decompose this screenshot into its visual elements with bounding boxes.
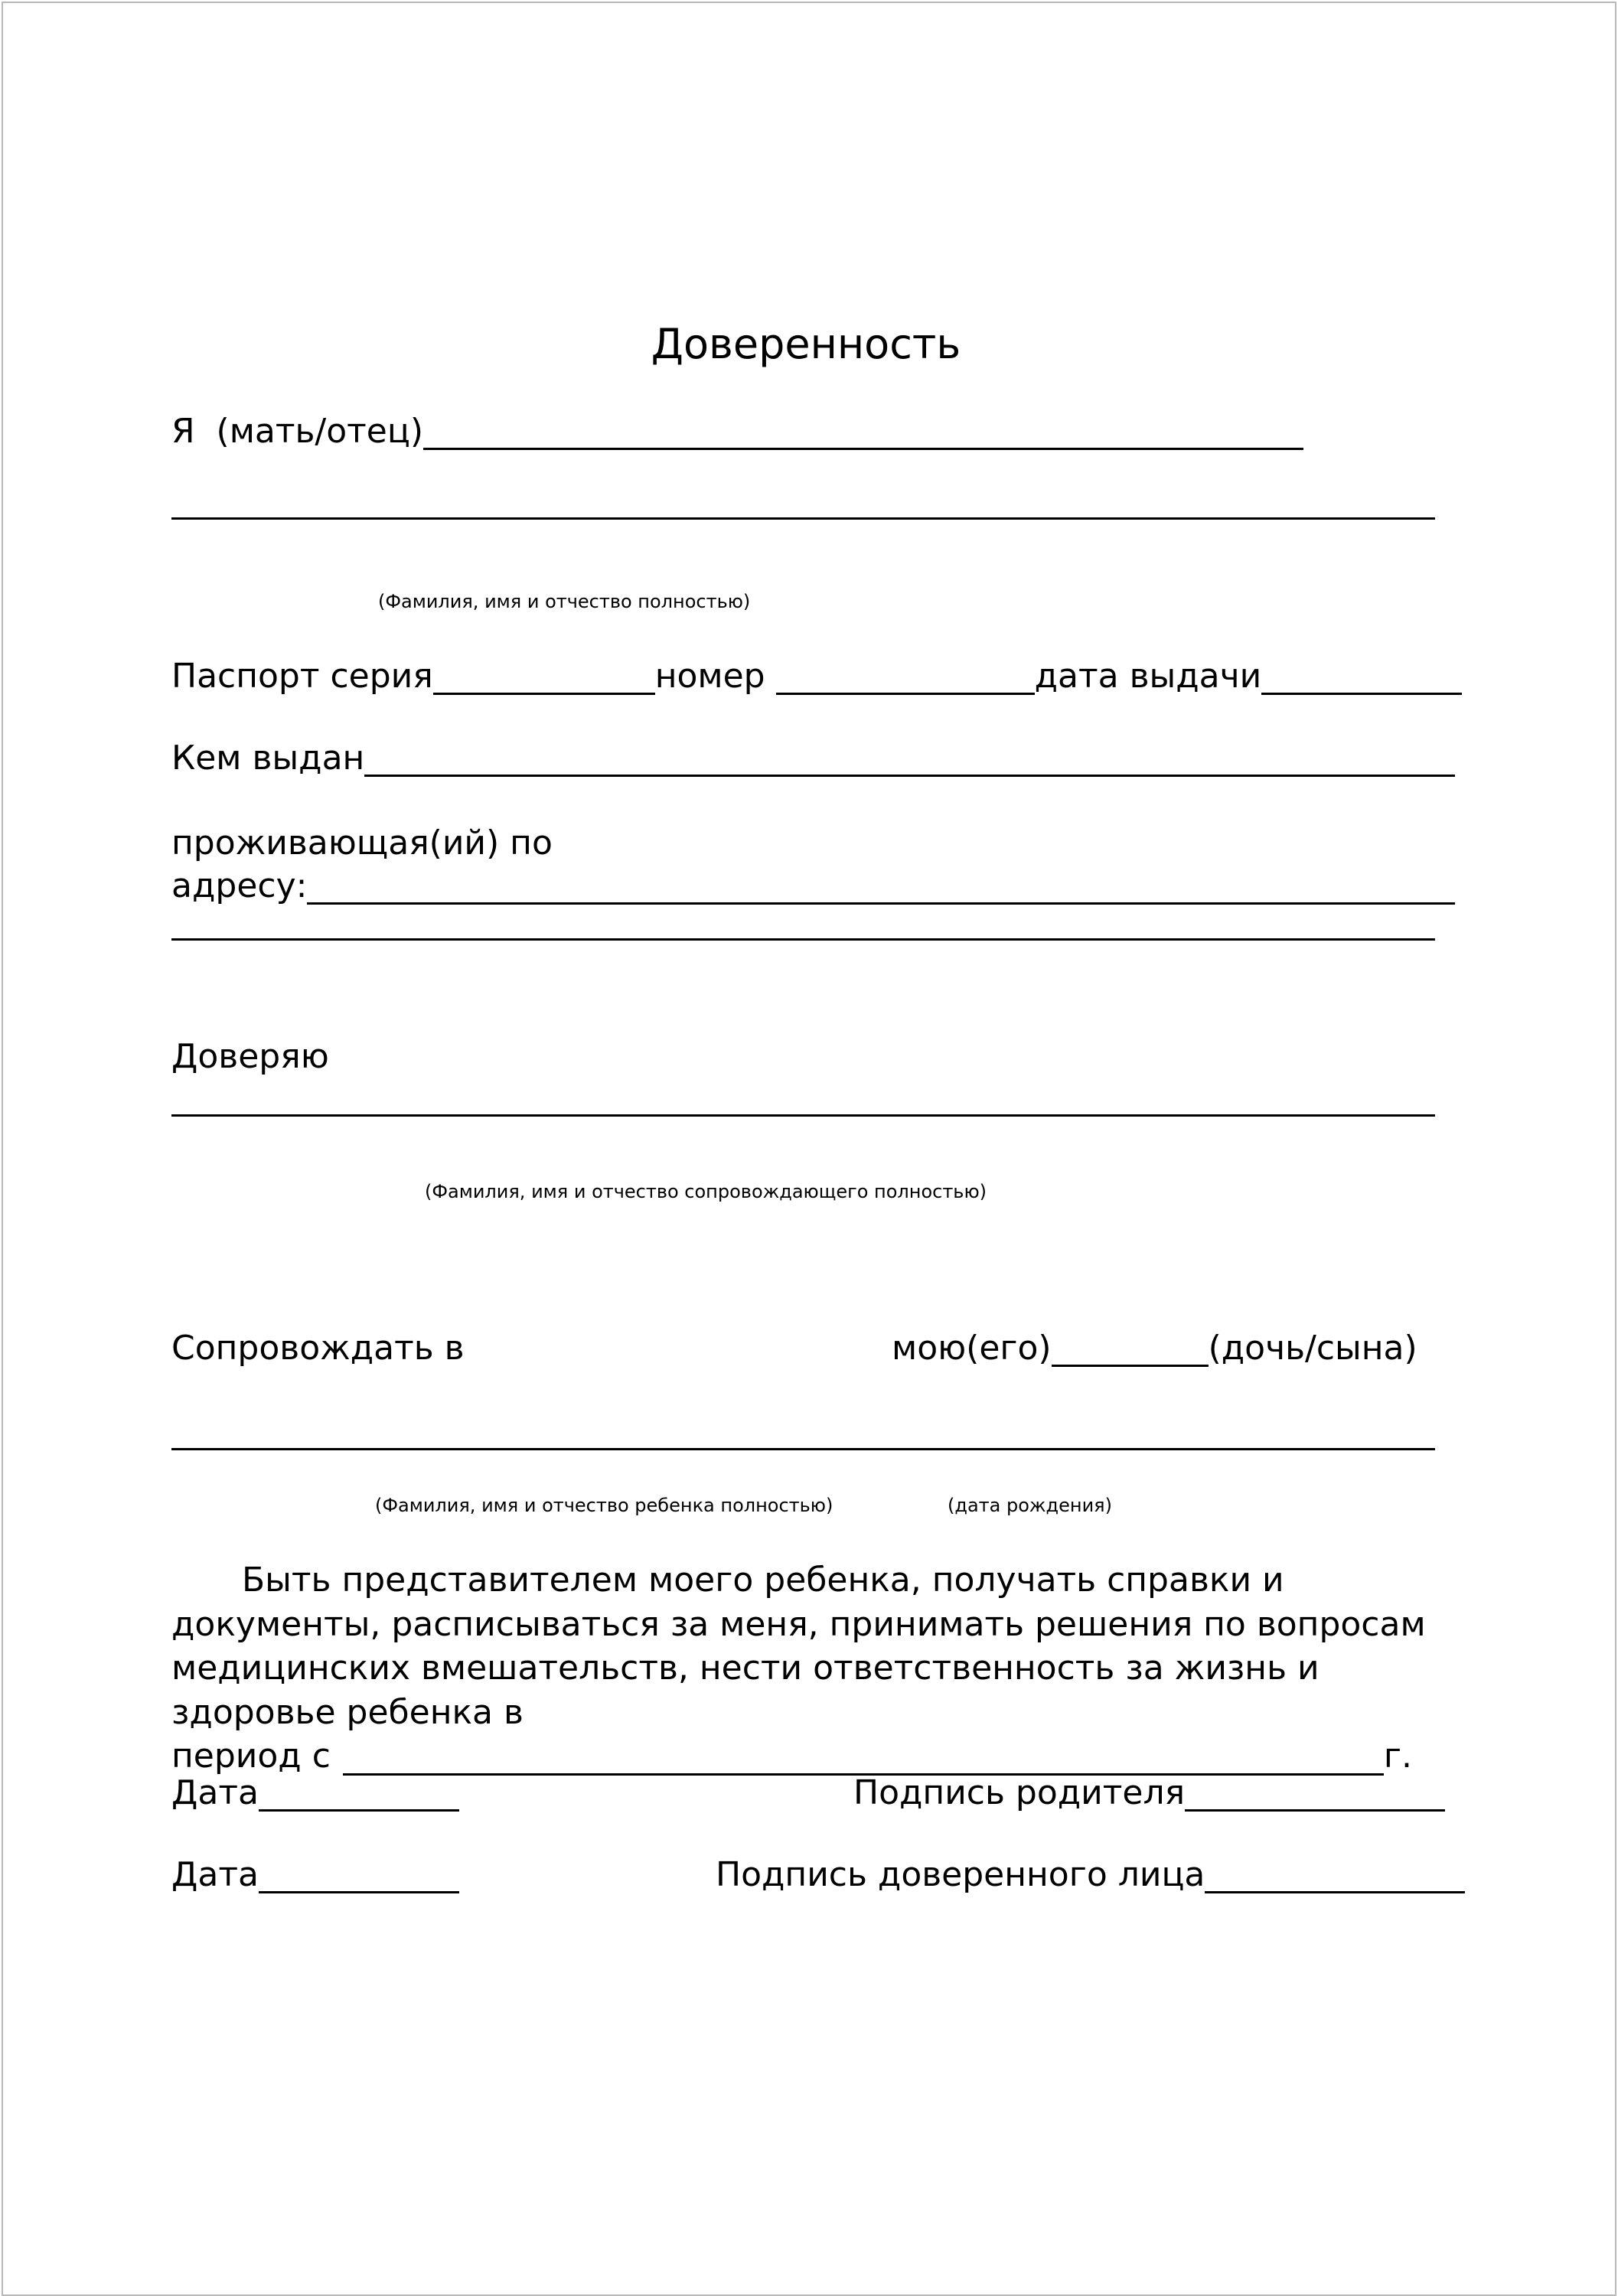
- trustee-signature-label: Подпись доверенного лица: [716, 1855, 1205, 1894]
- trust-line: [171, 1035, 329, 1078]
- parent-signature-line: [853, 1772, 1445, 1815]
- trustee-signature-line: [716, 1854, 1465, 1896]
- parent-line: [171, 410, 1303, 453]
- my-child-label: мою(его): [892, 1329, 1052, 1368]
- child-blank: [1052, 1331, 1209, 1367]
- passport-number-blank: [776, 659, 1035, 695]
- child-kind-label: (дочь/сына): [1208, 1329, 1417, 1368]
- date-blank-2: [259, 1857, 459, 1893]
- escort-caption: (Фамилия, имя и отчество сопровождающего полностью): [425, 1181, 987, 1202]
- child-caption: (Фамилия, имя и отчество ребенка полностью): [375, 1495, 833, 1516]
- address-label: адресу:: [171, 866, 308, 905]
- escort-line: [171, 1327, 465, 1370]
- child-name-blank: [171, 1448, 1435, 1450]
- document-title: Доверенность: [651, 320, 961, 368]
- period-label: период с: [171, 1737, 331, 1776]
- trust-label: Доверяю: [171, 1037, 329, 1076]
- authority-paragraph: [171, 1558, 1442, 1779]
- address-blank: [307, 869, 1455, 905]
- passport-line: [171, 655, 1462, 698]
- parent-signature-blank: [1185, 1776, 1445, 1812]
- date-label-2: Дата: [171, 1855, 259, 1894]
- date-line-1: [171, 1772, 459, 1815]
- residing-label: проживающая(ий) по: [171, 823, 553, 863]
- parent-caption: (Фамилия, имя и отчество полностью): [378, 591, 751, 612]
- child-line: [892, 1327, 1417, 1370]
- date-line-2: [171, 1854, 459, 1896]
- issued-by-label: Кем выдан: [171, 739, 365, 778]
- issued-by-line: [171, 737, 1455, 780]
- address-line: [171, 865, 1455, 908]
- parent-name-blank: [423, 414, 1303, 450]
- birth-date-caption: (дата рождения): [948, 1495, 1112, 1516]
- period-end: г.: [1383, 1737, 1412, 1776]
- passport-number-label: номер: [654, 657, 765, 696]
- date-label-1: Дата: [171, 1773, 259, 1812]
- escort-name-blank: [171, 1114, 1435, 1117]
- parent-label: Я (мать/отец): [171, 412, 423, 451]
- period-blank: [343, 1740, 1384, 1776]
- issued-by-blank: [364, 741, 1455, 777]
- authority-text: Быть представителем моего ребенка, получать справки и документы, расписываться за меня, принимать решения по вопросам медицинских вмешательств, нести ответственность за жизнь и здоровье ребенка в: [171, 1561, 1426, 1732]
- trustee-signature-blank: [1205, 1857, 1465, 1893]
- parent-signature-label: Подпись родителя: [853, 1773, 1186, 1812]
- passport-series-label: Паспорт серия: [171, 657, 433, 696]
- parent-name-blank-2: [171, 517, 1435, 520]
- escort-label: Сопровождать в: [171, 1329, 465, 1368]
- passport-series-blank: [433, 659, 655, 695]
- date-blank-1: [259, 1776, 459, 1812]
- address-blank-2: [171, 938, 1435, 941]
- passport-date-blank: [1261, 659, 1462, 695]
- passport-date-label: дата выдачи: [1034, 657, 1262, 696]
- residing-line: [171, 822, 553, 865]
